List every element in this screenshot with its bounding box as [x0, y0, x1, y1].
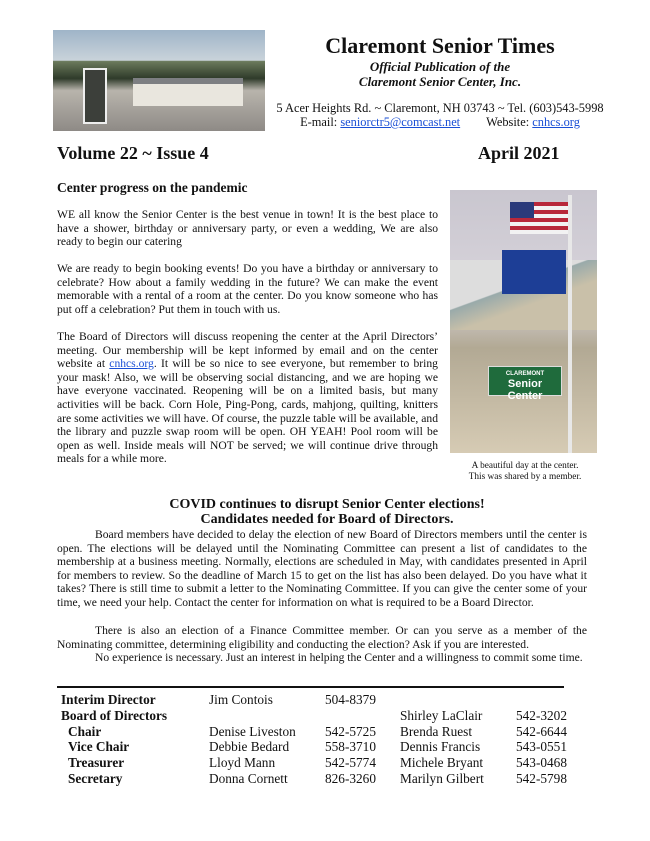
directory-name2: Dennis Francis	[400, 739, 481, 755]
directory-role: Board of Directors	[61, 707, 168, 723]
article-heading: COVID continues to disrupt Senior Center elections!	[169, 497, 485, 512]
directory-role: Interim Director	[61, 692, 156, 707]
directory-name2: Shirley LaClair	[400, 707, 483, 723]
directory-name: Jim Contois	[209, 692, 273, 707]
directory-phone: 558-3710	[325, 739, 376, 755]
directory-name: Debbie Bedard	[209, 739, 290, 755]
directory-phone: 826-3260	[325, 771, 376, 786]
directory-name: Lloyd Mann	[209, 755, 276, 771]
website-link[interactable]: cnhcs.org	[109, 357, 154, 371]
photo-caption	[450, 461, 600, 483]
directory-name2: Brenda Ruest	[400, 723, 473, 739]
directory-phone2: 542-6644	[516, 723, 567, 739]
flags-photo	[450, 190, 597, 453]
directory-name2: Michele Bryant	[400, 755, 484, 771]
directory-phone: 504-8379	[325, 692, 376, 707]
article-paragraph: Board members have decided to delay the election of new Board of Directors members until the center is open. The elections will be delayed until the Nominating Committee can present a list of candidates to the membership at a business meeting. Normally, elections are scheduled in May, with candidates presented in April for members to review. So the deadline of March 15 to get on the list has also been delayed. Do you have what it takes? There is still time to submit a letter to the Nominating Committee. If you can give the center some of your time, we need your help. Contact the center for information on what is required to be a Board Director.	[57, 528, 587, 609]
website-label: Website:	[486, 115, 533, 129]
directory-phone2: 543-0468	[516, 755, 567, 771]
contact-line	[270, 115, 610, 130]
article-paragraph: No experience is necessary. Just an interest in helping the Center and a willingness to commit some time.	[95, 651, 583, 664]
senior-center-sign: CLAREMONT Senior Center	[488, 366, 562, 396]
email-link[interactable]: seniorctr5@comcast.net	[340, 115, 461, 129]
directory-name2: Marilyn Gilbert	[400, 771, 484, 786]
directory-phone: 542-5725	[325, 723, 376, 739]
directory-phone2: 543-0551	[516, 739, 567, 755]
caption-line: This was shared by a member.	[468, 472, 582, 482]
directory-phone: 542-5774	[325, 755, 376, 771]
caption-line: A beautiful day at the center.	[471, 461, 579, 471]
directory-role: Secretary	[68, 771, 123, 786]
article-paragraph: WE all know the Senior Center is the best venue in town! It is the best place to have a shower, birthday or anniversary party, or even a wedding, We are also ready to begin our catering	[57, 208, 438, 249]
article-paragraph: There is also an election of a Finance Committee member. Or can you serve as a member of the Nominating committee, determining eligibility and conducting the election? Ask if you are interested.	[57, 624, 587, 651]
directory-name: Denise Liveston	[209, 723, 296, 739]
article-subheading: Candidates needed for Board of Directors.	[200, 512, 454, 527]
article-paragraph: We are ready to begin booking events! Do you have a birthday or anniversary to celebrate? How about a family wedding in the future? We can make the event memorable with a rental of a room at the center. Do you know someone who has put off a celebration? Put them in touch with us.	[57, 262, 438, 316]
directory-name: Donna Cornett	[209, 771, 288, 786]
newsletter-title: Claremont Senior Times	[325, 33, 555, 58]
volume-issue: Volume 22 ~ Issue 4	[57, 143, 209, 163]
email-label: E-mail:	[300, 115, 341, 129]
text: . It will be so nice to see everyone, but remember to bring your mask! Also, we will be observing social distancing, and we are hoping we have everyone vaccinated. Reopening will be on a limited basis, but many activities will be back. Corn Hole, Ping-Pong, cards, mahjong, quilting, knitters are some activities we will have. Of course, the puzzle table will be available, and the library and puzzle swap room will be open. OH YEAH! Pool room will be open as well. Inside meals will NOT be served; we will continue drive through meals for a while more.	[57, 357, 438, 466]
directory-role: Treasurer	[68, 755, 125, 771]
directory-role: Chair	[68, 723, 102, 739]
address: 5 Acer Heights Rd. ~ Claremont, NH 03743 ~ Tel. (603)543-5998	[276, 101, 604, 115]
directory-phone2: 542-3202	[516, 707, 567, 723]
article-paragraph	[57, 330, 438, 466]
subtitle: Official Publication of the	[369, 59, 511, 74]
us-flag-icon	[510, 202, 568, 234]
text: The Board of Directors will discuss reopening the center at the April Directors’ meeting. Our membership will be kept informed by email and on the center website at	[57, 330, 438, 371]
website-link[interactable]: cnhcs.org	[532, 115, 580, 129]
directory-phone2: 542-5798	[516, 771, 567, 786]
issue-date: April 2021	[478, 143, 560, 163]
article-heading: Center progress on the pandemic	[57, 180, 248, 195]
nh-flag-icon	[502, 250, 566, 294]
subtitle-org: Claremont Senior Center, Inc.	[358, 74, 522, 89]
senior-center-building-photo	[53, 30, 265, 131]
directory-role: Vice Chair	[68, 739, 130, 755]
divider	[57, 686, 564, 688]
